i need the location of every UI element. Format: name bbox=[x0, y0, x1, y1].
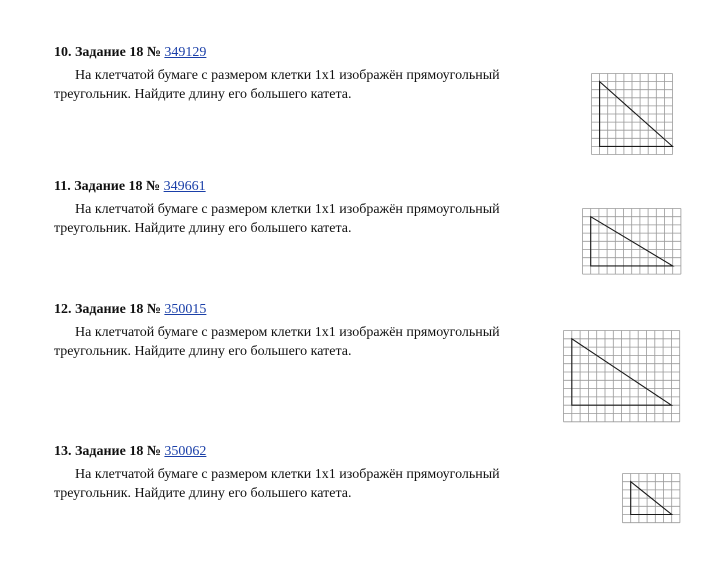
grid-figure-13 bbox=[622, 473, 682, 525]
task-text-line-1: На клетчатой бумаге с размером клетки 1x1 изображён прямоугольный bbox=[75, 68, 500, 83]
task-label: Задание 18 № bbox=[74, 179, 161, 194]
task-number: 10. bbox=[54, 45, 72, 60]
task-id-link[interactable]: 349661 bbox=[163, 179, 206, 194]
task-number: 12. bbox=[54, 302, 72, 317]
task-text-line-2: треугольник. Найдите длину его большего катета. bbox=[54, 344, 352, 359]
task-text bbox=[54, 200, 554, 238]
grid-figure-11 bbox=[582, 208, 683, 276]
task-id-link[interactable]: 350062 bbox=[164, 444, 207, 459]
task-text-line-1: На клетчатой бумаге с размером клетки 1x1 изображён прямоугольный bbox=[75, 325, 500, 340]
task-number: 11. bbox=[54, 179, 71, 194]
task-text-line-2: треугольник. Найдите длину его большего катета. bbox=[54, 221, 352, 236]
grid-figure-10 bbox=[591, 73, 674, 156]
task-text bbox=[54, 465, 554, 503]
task-text-line-2: треугольник. Найдите длину его большего катета. bbox=[54, 486, 352, 501]
task-label: Задание 18 № bbox=[75, 302, 161, 317]
task-title bbox=[54, 45, 206, 61]
task-text-line-1: На клетчатой бумаге с размером клетки 1x1 изображён прямоугольный bbox=[75, 202, 500, 217]
task-label: Задание 18 № bbox=[75, 444, 161, 459]
task-title bbox=[54, 302, 206, 318]
task-id-link[interactable]: 350015 bbox=[164, 302, 207, 317]
task-number: 13. bbox=[54, 444, 72, 459]
task-label: Задание 18 № bbox=[75, 45, 161, 60]
task-id-link[interactable]: 349129 bbox=[164, 45, 207, 60]
task-text bbox=[54, 66, 554, 104]
task-title bbox=[54, 179, 206, 195]
task-text-line-2: треугольник. Найдите длину его большего катета. bbox=[54, 87, 352, 102]
task-text-line-1: На клетчатой бумаге с размером клетки 1x1 изображён прямоугольный bbox=[75, 467, 500, 482]
grid-figure-12 bbox=[563, 330, 682, 424]
task-title bbox=[54, 444, 206, 460]
task-text bbox=[54, 323, 554, 361]
